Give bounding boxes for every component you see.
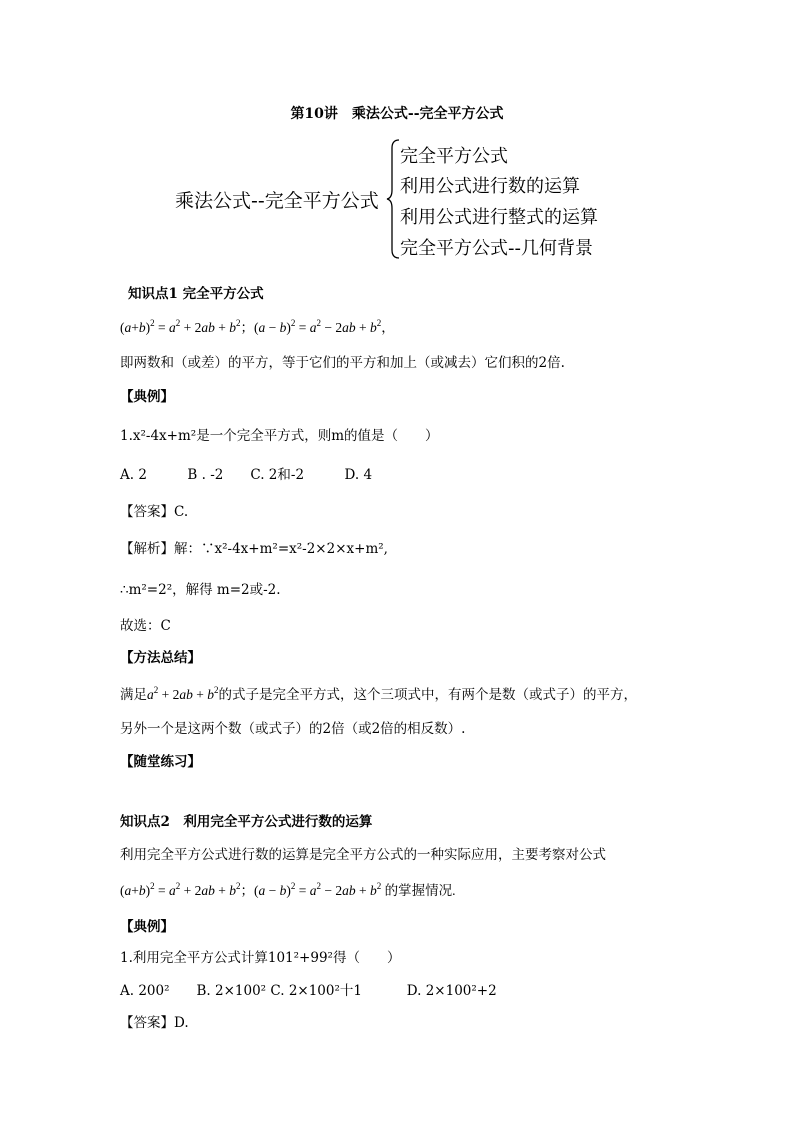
page-title: 第10讲 乘法公式--完全平方公式 [290,106,504,122]
branch-4: 完全平方公式--几何背景 [400,238,593,259]
summary-line-2: 另外一个是这两个数（或式子）的2倍（或2倍的相反数）. [120,721,466,737]
ex1-answer: 【答案】C. [120,504,189,520]
ex1-question: 1.x²-4x+m²是一个完全平方式，则m的值是（ ） [120,428,439,444]
k1-formula: $(a+b)^2 = a^2 + 2ab + b^2$；$(a - b)^2 = a^2 - 2ab + b^2$， [120,318,395,335]
summary-label: 【方法总结】 [120,650,201,666]
practice-label: 【随堂练习】 [120,754,201,770]
ex1-analysis: 【解析】解：∵x²-4x+m²=x²-2×2×x+m², [120,541,388,557]
ex1-options: A. 2 B . -2 C. 2和-2 D. 4 [120,467,373,483]
ex1-choice: 故选：C [120,618,171,634]
branch-2: 利用公式进行数的运算 [400,176,580,197]
ex2-answer: 【答案】D. [120,1015,189,1031]
curly-brace [386,138,400,260]
k1-description: 即两数和（或差）的平方，等于它们的平方和加上（或减去）它们积的2倍. [120,355,565,371]
k2-description: 利用完全平方公式进行数的运算是完全平方公式的一种实际应用，主要考察对公式 [120,847,606,863]
ex2-options: A. 200² B. 2×100² C. 2×100²十1 D. 2×100²+2 [120,983,497,999]
k1-heading: 知识点1 完全平方公式 [128,286,264,302]
concept-tree-root: 乘法公式--完全平方公式 [175,190,379,212]
branch-3: 利用公式进行整式的运算 [400,207,598,228]
summary-line-1: 满足$a^2 + 2ab + b^2$的式子是完全平方式，这个三项式中，有两个是数（或式子）的平方， [120,685,637,703]
ex2-label: 【典例】 [120,919,174,935]
ex1-label: 【典例】 [120,389,174,405]
ex1-step: ∴m²=2²，解得 m=2或-2. [120,582,281,598]
ex2-question: 1.利用完全平方公式计算101²+99²得（ ） [120,950,401,966]
k2-heading: 知识点2 利用完全平方公式进行数的运算 [120,814,373,830]
branch-1: 完全平方公式 [400,146,508,167]
k2-formula: $(a+b)^2 = a^2 + 2ab + b^2$；$(a - b)^2 = a^2 - 2ab + b^2$ 的掌握情况. [120,881,456,898]
